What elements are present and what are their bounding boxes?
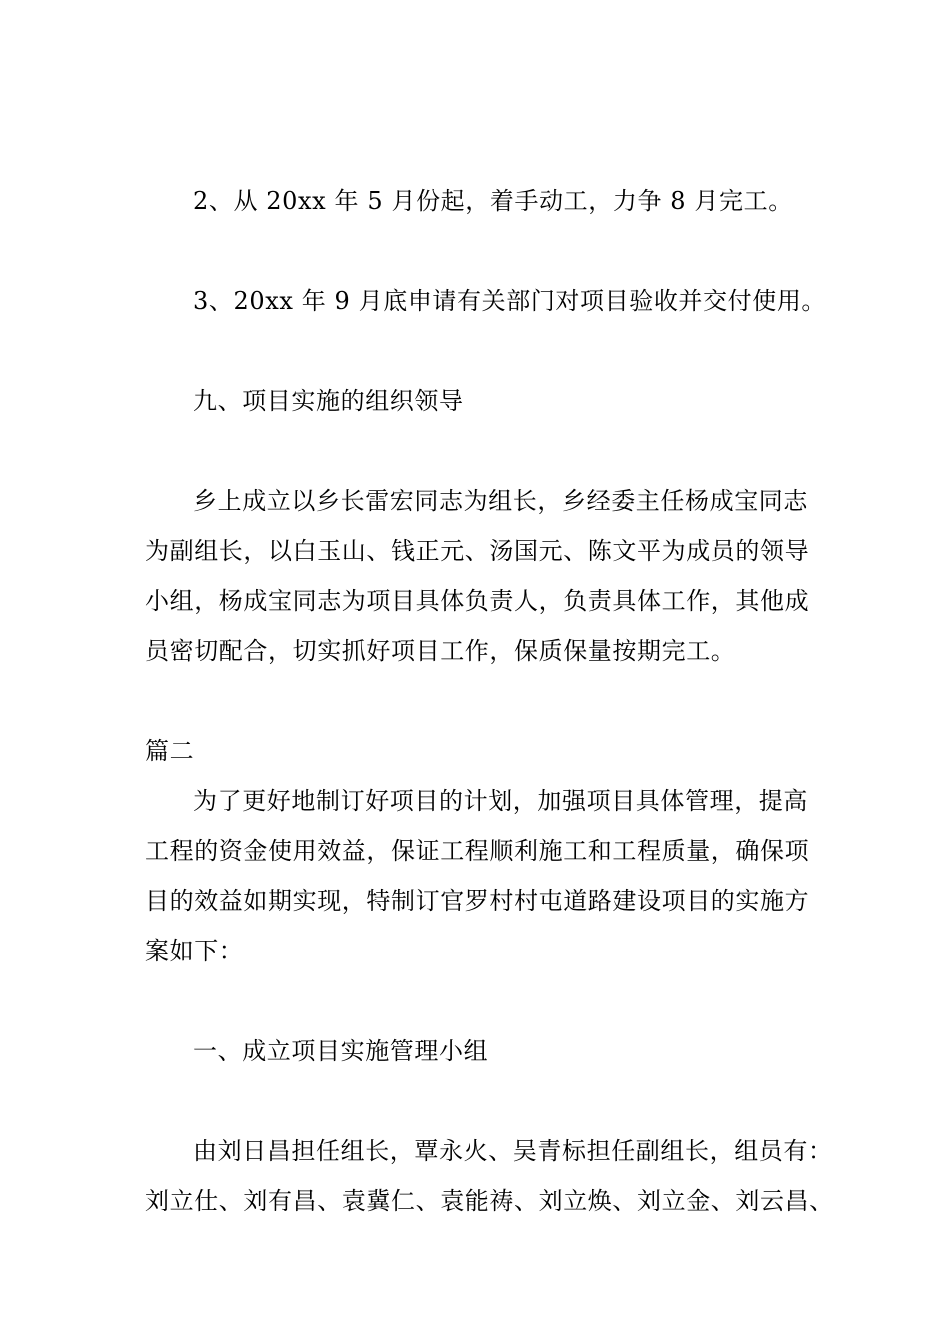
schedule-item-3: 3、20xx 年 9 月底申请有关部门对项目验收并交付使用。 (193, 287, 827, 315)
schedule-item-2: 2、从 20xx 年 5 月份起，着手动工，力争 8 月完工。 (193, 187, 793, 215)
paragraph-line: 工程的资金使用效益，保证工程顺利施工和工程质量，确保项 (145, 837, 810, 865)
paragraph-line: 员密切配合，切实抓好项目工作，保质保量按期完工。 (145, 637, 736, 665)
section-heading-9: 九、项目实施的组织领导 (193, 387, 464, 415)
paragraph-line: 小组，杨成宝同志为项目具体负责人，负责具体工作，其他成 (145, 587, 810, 615)
paragraph-line: 乡上成立以乡长雷宏同志为组长，乡经委主任杨成宝同志 (193, 487, 808, 515)
paragraph-line: 目的效益如期实现，特制订官罗村村屯道路建设项目的实施方 (145, 887, 810, 915)
paragraph-line: 为副组长，以白玉山、钱正元、汤国元、陈文平为成员的领导 (145, 537, 810, 565)
section-heading-1: 一、成立项目实施管理小组 (193, 1037, 489, 1065)
paragraph-line: 案如下： (145, 937, 244, 965)
paragraph-line: 由刘日昌担任组长，覃永火、吴青标担任副组长，组员有： (193, 1137, 833, 1165)
paragraph-line: 刘立仕、刘有昌、袁冀仁、袁能祷、刘立焕、刘立金、刘云昌、 (145, 1187, 834, 1215)
part-heading: 篇二 (145, 737, 195, 765)
paragraph-line: 为了更好地制订好项目的计划，加强项目具体管理，提高 (193, 787, 808, 815)
